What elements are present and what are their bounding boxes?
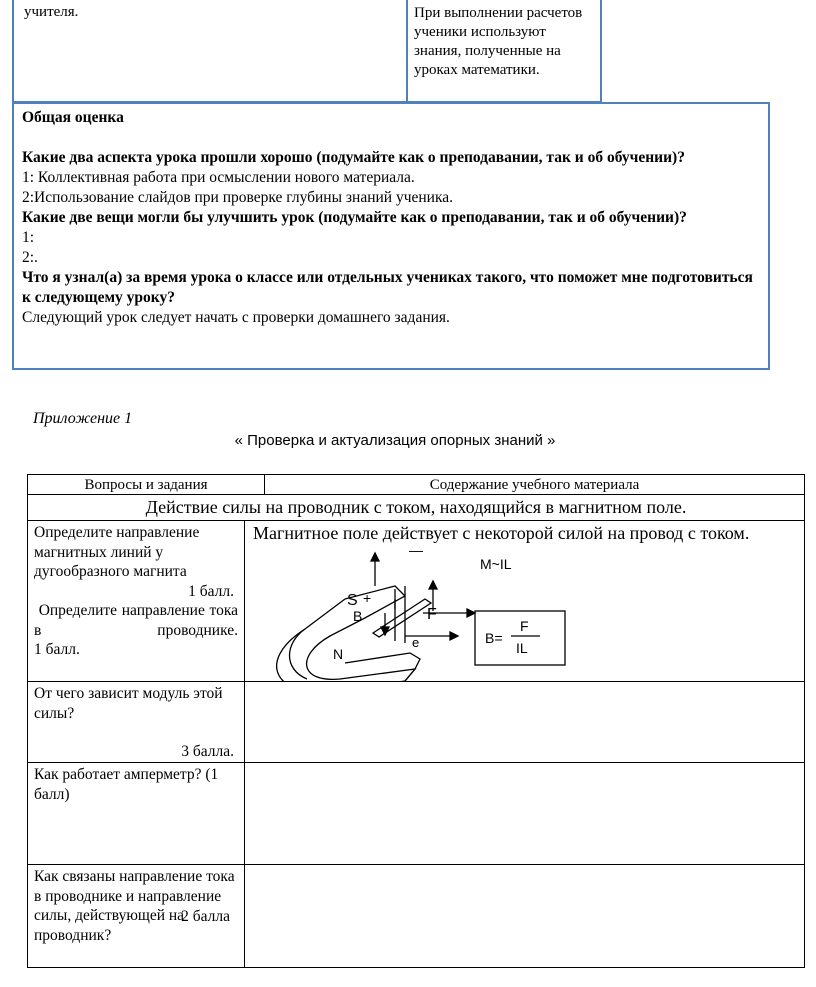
row3-content-cell <box>244 762 805 865</box>
header-content: Содержание учебного материала <box>264 474 805 495</box>
pole-n-label: N <box>333 646 344 662</box>
magnet-diagram <box>245 541 785 681</box>
assessment-title: Общая оценка <box>22 109 124 126</box>
row3-question: Как работает амперметр? (1 балл) <box>34 766 219 803</box>
minus-sign: — <box>409 542 423 558</box>
answer-learned: Следующий урок следует начать с проверки домашнего задания. <box>22 309 450 326</box>
row1-score-1: 1 балл. <box>188 582 234 600</box>
row2-score: 3 балла. <box>181 743 234 760</box>
row1-question-cell <box>27 520 245 682</box>
row4-question: Как связаны направление тока в проводнике и направление силы, действующей на проводник? <box>34 868 235 944</box>
row1-score-2: 1 балл. <box>34 641 80 658</box>
prev-table-right-cell <box>408 0 602 103</box>
appendix-label: Приложение 1 <box>33 410 133 427</box>
row4-question-cell <box>27 864 245 968</box>
b-label: B <box>353 608 363 624</box>
header-questions: Вопросы и задания <box>27 474 265 495</box>
row3-question-cell <box>27 762 245 865</box>
math-note: При выполнении расчетов ученики используют знания, полученные на уроках математики. <box>414 5 583 78</box>
teacher-word: учителя. <box>24 4 79 20</box>
formula-numerator: F <box>520 618 529 634</box>
answer-good-1: 1: Коллективная работа при осмыслении нового материала. <box>22 169 415 186</box>
pole-s-label: S <box>347 592 358 609</box>
row2-content-cell <box>244 681 805 763</box>
row4-score: 2 балла <box>181 907 230 925</box>
topic-row: Действие силы на проводник с током, находящийся в магнитном поле. <box>27 494 805 521</box>
force-f-label: F <box>427 606 437 623</box>
plus-sign: + <box>363 590 372 606</box>
row2-question-cell <box>27 681 245 763</box>
question-improve: Какие две вещи могли бы улучшить урок (подумайте как о преподавании, так и об обучении)? <box>22 209 687 226</box>
answer-improve-2: 2:. <box>22 249 38 266</box>
answer-good-2: 2:Использование слайдов при проверке глубины знаний ученика. <box>22 189 454 206</box>
conductor-rod <box>373 586 431 643</box>
e-label: e <box>412 635 420 650</box>
knowledge-check-table <box>27 474 805 968</box>
formula-lhs: B= <box>485 630 503 646</box>
question-good-aspects: Какие два аспекта урока прошли хорошо (подумайте как о преподавании, так и об обучении)? <box>22 149 685 166</box>
row1-content-cell <box>244 520 805 682</box>
row2-question: От чего зависит модуль этой силы? <box>34 685 223 722</box>
relation-text: M~IL <box>480 556 512 572</box>
force-arrows <box>371 553 458 640</box>
overall-assessment-box <box>12 102 770 370</box>
current-i-label: I <box>393 596 397 612</box>
appendix-title: « Проверка и актуализация опорных знаний » <box>234 432 556 449</box>
question-learned: Что я узнал(а) за время урока о классе или отдельных учениках такого, что поможет мне подготовиться к следующему уроку? <box>22 269 753 306</box>
formula-denominator: IL <box>516 640 528 656</box>
answer-improve-1: 1: <box>22 229 35 246</box>
row1-content-text: Магнитное поле действует с некоторой силой на провод с током. <box>253 523 750 543</box>
row1-question-2: Определите направление тока в проводнике. <box>34 602 239 639</box>
row4-content-cell <box>244 864 805 968</box>
row1-question-1: Определите направление магнитных линий у дугообразного магнита <box>34 524 200 580</box>
prev-table-left-cell <box>12 0 408 103</box>
